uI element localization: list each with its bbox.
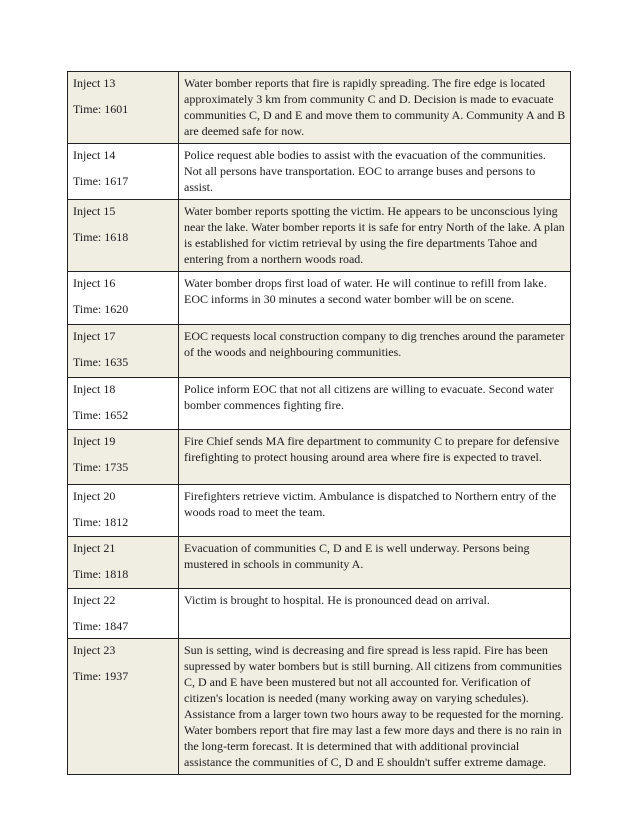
inject-label-cell [68, 144, 179, 200]
inject-time: Time: 1617 [73, 174, 129, 188]
table-row [68, 272, 571, 325]
inject-time: Time: 1735 [73, 460, 129, 474]
inject-description: Water bomber reports that fire is rapidly spreading. The fire edge is located approximately 3 km from community C and D. Decision is made to evacuate communities C, D and E and move them to community A. Community A and B are deemed safe for now. [184, 76, 566, 138]
inject-label-cell [68, 485, 179, 537]
inject-label-cell [68, 378, 179, 430]
inject-time: Time: 1620 [73, 302, 129, 316]
inject-description-cell [179, 589, 571, 639]
inject-number: Inject 13 [73, 76, 116, 90]
inject-number: Inject 23 [73, 643, 116, 657]
inject-number: Inject 19 [73, 434, 116, 448]
inject-description-cell [179, 485, 571, 537]
inject-number: Inject 20 [73, 489, 116, 503]
inject-time: Time: 1847 [73, 619, 129, 633]
inject-description-cell [179, 144, 571, 200]
inject-label-cell [68, 537, 179, 589]
inject-description: EOC requests local construction company to dig trenches around the parameter of the woods and neighbouring communities. [184, 329, 565, 359]
inject-description-cell [179, 272, 571, 325]
inject-number: Inject 21 [73, 541, 116, 555]
inject-label-cell [68, 639, 179, 775]
table-row [68, 378, 571, 430]
inject-description: Sun is setting, wind is decreasing and fire spread is less rapid. Fire has been supressed by water bombers but is still burning. All citizens from communities C, D and E have been mustered but not all accounted for. Verification of citizen's location is needed (many working away on varying schedules). Assistance from a larger town two hours away to be requested for the morning. Water bombers report that fire may last a few more days and there is no rain in the long-term forecast. It is determined that with additional provincial assistance the communities of C, D and E shouldn't suffer extreme damage. [184, 643, 564, 769]
inject-time: Time: 1818 [73, 567, 129, 581]
inject-time: Time: 1618 [73, 230, 129, 244]
table-row [68, 144, 571, 200]
table-row [68, 325, 571, 378]
inject-description: Water bomber drops first load of water. He will continue to refill from lake. EOC informs in 30 minutes a second water bomber will be on scene. [184, 276, 547, 306]
inject-number: Inject 16 [73, 276, 116, 290]
table-row [68, 537, 571, 589]
inject-number: Inject 15 [73, 204, 116, 218]
inject-description-cell [179, 200, 571, 272]
inject-label-cell [68, 72, 179, 144]
inject-description: Water bomber reports spotting the victim. He appears to be unconscious lying near the lake. Water bomber reports it is safe for entry North of the lake. A plan is established for victim retrieval by using the fire departments Tahoe and entering from a northern woods road. [184, 204, 565, 266]
inject-description-cell [179, 639, 571, 775]
inject-description-cell [179, 537, 571, 589]
inject-description: Firefighters retrieve victim. Ambulance is dispatched to Northern entry of the woods road to meet the team. [184, 489, 557, 519]
table-row [68, 485, 571, 537]
table-row [68, 72, 571, 144]
table-row [68, 200, 571, 272]
inject-description: Evacuation of communities C, D and E is well underway. Persons being mustered in schools in community A. [184, 541, 530, 571]
inject-table [67, 71, 571, 775]
inject-label-cell [68, 430, 179, 485]
inject-time: Time: 1635 [73, 355, 129, 369]
inject-number: Inject 17 [73, 329, 116, 343]
inject-label-cell [68, 200, 179, 272]
inject-time: Time: 1937 [73, 669, 129, 683]
inject-description-cell [179, 72, 571, 144]
inject-description-cell [179, 325, 571, 378]
inject-label-cell [68, 272, 179, 325]
inject-time: Time: 1812 [73, 515, 129, 529]
inject-label-cell [68, 589, 179, 639]
inject-description: Police request able bodies to assist with the evacuation of the communities. Not all persons have transportation. EOC to arrange buses and persons to assist. [184, 148, 546, 194]
inject-description-cell [179, 430, 571, 485]
inject-number: Inject 14 [73, 148, 116, 162]
inject-time: Time: 1652 [73, 408, 129, 422]
inject-number: Inject 18 [73, 382, 116, 396]
inject-label-cell [68, 325, 179, 378]
inject-time: Time: 1601 [73, 102, 129, 116]
inject-description: Fire Chief sends MA fire department to community C to prepare for defensive firefighting to protect housing around area where fire is expected to travel. [184, 434, 560, 464]
inject-number: Inject 22 [73, 593, 116, 607]
table-row [68, 589, 571, 639]
table-row [68, 639, 571, 775]
inject-description: Police inform EOC that not all citizens are willing to evacuate. Second water bomber commences fighting fire. [184, 382, 554, 412]
inject-description: Victim is brought to hospital. He is pronounced dead on arrival. [184, 593, 490, 607]
inject-description-cell [179, 378, 571, 430]
table-row [68, 430, 571, 485]
